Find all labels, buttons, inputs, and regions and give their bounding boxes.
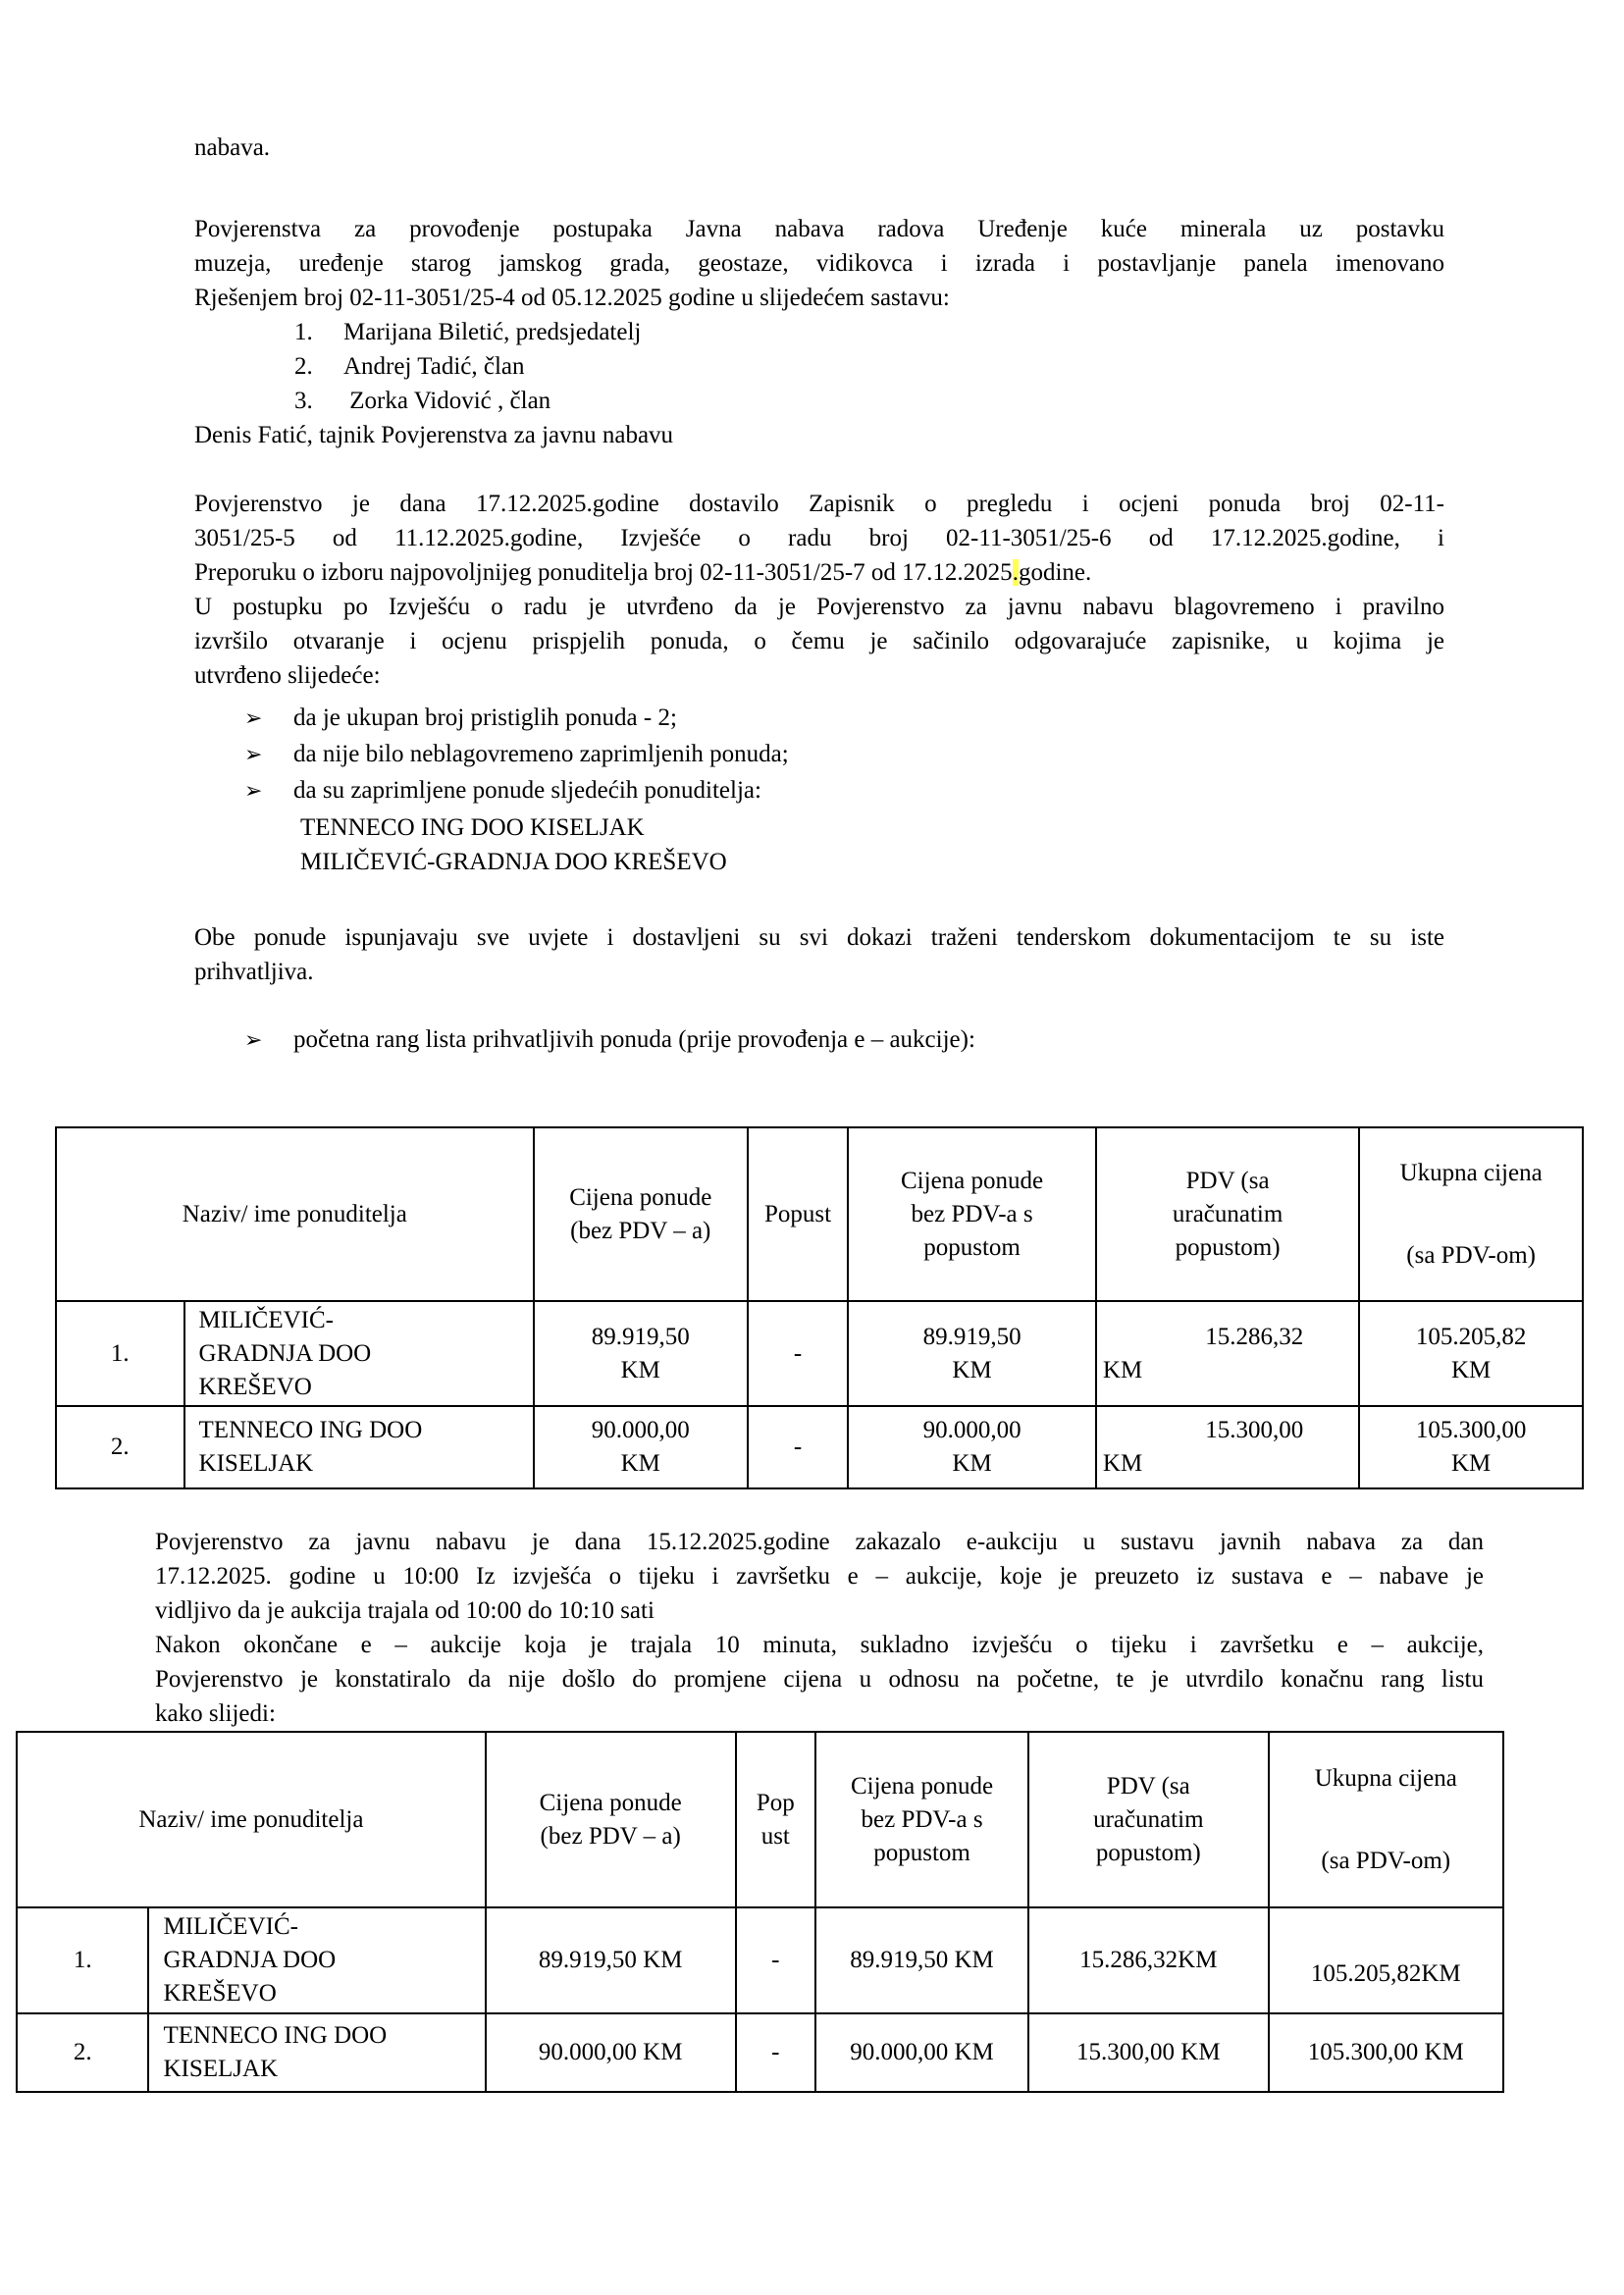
- secretary-line: Denis Fatić, tajnik Povjerenstva za javnu nabavu: [194, 422, 674, 448]
- list-item: 2. Andrej Tadić, član: [294, 353, 525, 380]
- list-item: 3. Zorka Vidović , član: [294, 388, 551, 414]
- acceptability-paragraph: Obe ponude ispunjavaju sve uvjete i dostavljeni su svi dokazi traženi tenderskom dokumentacijom te su iste prihvatljiva.: [194, 924, 1444, 985]
- delivery-paragraph: Povjerenstvo je dana 17.12.2025.godine dostavilo Zapisnik o pregledu i ocjeni ponuda broj 02-11- 3051/25-5 od 11.12.2025.godine, Izvješće o radu broj 02-11-3051/25-6 od 17.12.2025.godine, i Preporuku o izboru najpovoljnijeg ponuditelja broj 02-11-3051/25-7 od 17.12.2025.godine.: [194, 491, 1444, 586]
- header-price: Cijena ponude (bez PDV – a): [486, 1732, 736, 1907]
- header-discount: Popust: [748, 1127, 848, 1301]
- list-item: ➢ da je ukupan broj pristiglih ponuda - 2;: [244, 701, 789, 737]
- table-row: 2. TENNECO ING DOO KISELJAK 90.000,00 KM - 90.000,00 KM 15.300,00 KM 105.300,00 KM: [56, 1406, 1583, 1488]
- continued-text: nabava.: [194, 134, 271, 161]
- header-name: Naziv/ ime ponuditelja: [56, 1127, 534, 1301]
- table-row: 2. TENNECO ING DOO KISELJAK 90.000,00 KM - 90.000,00 KM 15.300,00 KM 105.300,00 KM: [17, 2013, 1503, 2092]
- header-vat: PDV (sa uračunatim popustom): [1028, 1732, 1269, 1907]
- committee-paragraph: Povjerenstva za provođenje postupaka Javna nabava radova Uređenje kuće minerala uz postavku muzeja, uređenje starog jamskog grada, geostaze, vidikovca i izrada i postavljanje panela imenovano Rješenjem broj 02-11-3051/25-4 od 05.12.2025 godine u slijedećem sastavu:: [194, 216, 1444, 311]
- header-total: Ukupna cijena (sa PDV-om): [1269, 1732, 1503, 1907]
- final-ranking-paragraph: Nakon okončane e – aukcije koja je trajala 10 minuta, sukladno izvješću o tijeku i završetku e – aukcije, Povjerenstvo je konstatiralo da nije došlo do promjene cijena u odnosu na početne, te je utvrdilo konačnu rang listu kako slijedi:: [155, 1632, 1484, 1727]
- header-discount: Pop ust: [736, 1732, 816, 1907]
- table-row: 1. MILIČEVIĆ- GRADNJA DOO KREŠEVO 89.919,50 KM - 89.919,50 KM 15.286,32KM 105.205,82KM: [17, 1907, 1503, 2013]
- arrow-bullet-icon: ➢: [244, 743, 263, 767]
- header-price-discount: Cijena ponude bez PDV-a s popustom: [815, 1732, 1028, 1907]
- list-item: ➢ da nije bilo neblagovremeno zaprimljenih ponuda;: [244, 737, 789, 773]
- initial-ranking-table: [55, 1126, 1584, 1489]
- header-name: Naziv/ ime ponuditelja: [17, 1732, 486, 1907]
- ranking-heading: ➢ početna rang lista prihvatljivih ponuda (prije provođenja e – aukcije):: [244, 1022, 975, 1058]
- header-total: Ukupna cijena (sa PDV-om): [1359, 1127, 1583, 1301]
- arrow-bullet-icon: ➢: [244, 1028, 263, 1053]
- bidders-list: TENNECO ING DOO KISELJAK MILIČEVIĆ-GRADNJA DOO KREŠEVO: [300, 814, 727, 875]
- findings-list: [244, 701, 789, 809]
- header-vat: PDV (sa uračunatim popustom): [1096, 1127, 1359, 1301]
- table-header-row: [56, 1127, 1583, 1301]
- table-row: 1. MILIČEVIĆ- GRADNJA DOO KREŠEVO 89.919,50 KM - 89.919,50 KM 15.286,32 KM 105.205,82 KM: [56, 1301, 1583, 1406]
- list-item: 1. Marijana Biletić, predsjedatelj: [294, 319, 642, 345]
- list-item: ➢ da su zaprimljene ponude sljedećih ponuditelja:: [244, 773, 789, 809]
- auction-paragraph: Povjerenstvo za javnu nabavu je dana 15.12.2025.godine zakazalo e-aukciju u sustavu javnih nabava za dan 17.12.2025. godine u 10:00 Iz izvješća o tijeku i završetku e – aukcije, koje je preuzeto iz sustava e – nabave je vidljivo da je aukcija trajala od 10:00 do 10:10 sati: [155, 1529, 1484, 1624]
- committee-members-list: [294, 315, 641, 418]
- arrow-bullet-icon: ➢: [244, 706, 263, 731]
- highlight-mark: .: [1012, 559, 1019, 586]
- arrow-bullet-icon: ➢: [244, 779, 263, 804]
- header-price: Cijena ponude (bez PDV – a): [534, 1127, 748, 1301]
- findings-paragraph: U postupku po Izvješću o radu je utvrđeno da je Povjerenstvo za javnu nabavu blagovremeno i pravilno izvršilo otvaranje i ocjenu prispjelih ponuda, o čemu je sačinilo odgovarajuće zapisnike, u kojima je utvrđeno slijedeće:: [194, 594, 1444, 689]
- final-ranking-table: [16, 1731, 1504, 2093]
- header-price-discount: Cijena ponude bez PDV-a s popustom: [848, 1127, 1096, 1301]
- table-header-row: [17, 1732, 1503, 1907]
